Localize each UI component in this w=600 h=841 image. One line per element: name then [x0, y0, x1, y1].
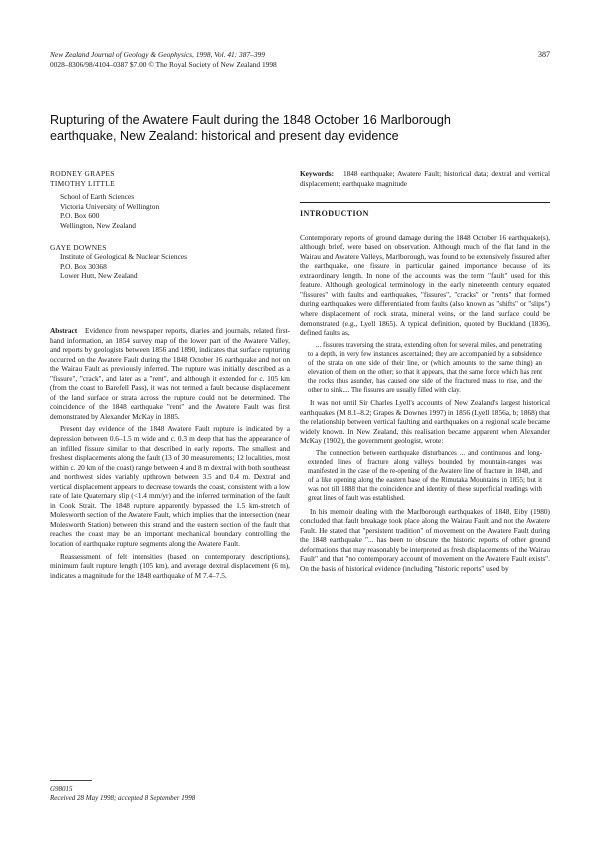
- body-paragraph: Contemporary reports of ground damage during the 1848 October 16 earthquake(s), although brief, were based on observation. Although much of the flat land in the Wairau and Awatere Valleys, Marlborough, was found to be extensively fissured after the earthquake, one fissure in particular gained importance because of its extraordinary length. In none of the accounts was the term "fault" used for this feature. Although geological terminology in the early nineteenth century equated "fissures" with faults and earthquakes, "fissures", "cracks" or "rents" that formed during earthquakes were differentiated from faults (also known as "shifts" or "slips") where displacement of rock strata, mineral veins, or the land surface could be demonstrated (e.g., Lyell 1865). A typical definition, quoted by Buckland (1836), defined faults as,: [300, 232, 550, 338]
- quote-text: The connection between earthquake disturbances ... and continuous and long-extended lines of fracture along valleys bounded by mountain-ranges was manifested in the case of the re-opening of the Awatere line of fracture in 1848, and of a like opening along the eastern base of the Rimutaka Mountains in 1855; but it was not till 1888 that the coincidence and identity of these superficial readings with great lines of fault was established.: [308, 449, 542, 503]
- affiliation-line: Wellington, New Zealand: [60, 220, 136, 230]
- affiliation-line: P.O. Box 600: [60, 211, 100, 221]
- received-dates: Received 28 May 1998; accepted 8 September 1998: [50, 794, 196, 802]
- author-block: [50, 169, 290, 281]
- abstract-paragraph: [50, 326, 290, 421]
- keywords-label: Keywords:: [300, 169, 335, 178]
- block-quote: [308, 449, 542, 504]
- abstract-text: Evidence from newspaper reports, diaries and journals, related first-hand information, an 1854 survey map of the lower part of the Awatere Valley, and reports by geologists between 1856 and 1890, indicates that surface rupturing occurred on the Awatere Fault during the 1848 October 16 earthquake and not on the Wairau Fault as previously inferred. The rupture was initially described as a "fissure", "crack", and later as a "rent", and although it extended for c. 105 km (from the coast to Barefell Pass), it was not termed a fault because displacement of the land surface or strata across the rupture could not be determined. The coincidence of the 1848 earthquake "rent" and the Awatere Fault was first demonstrated by Alexander McKay in 1885.: [50, 326, 290, 421]
- quote-text: ... fissures traversing the strata, extending often for several miles, and penetrating to a depth, in very few instances ascertained; they are accompanied by a subsidence of the strata on one side of their line, or (which amounts to the same thing) an elevation of them on the other; so that it appears, that the same force which has rent the rocks thus asunder, has caused one side of the fractured mass to rise, and the other to sink.... The fissures are usually filled with clay.: [308, 341, 542, 395]
- author-name: RODNEY GRAPES: [50, 169, 115, 178]
- abstract-label: Abstract: [50, 326, 78, 335]
- affiliation-line: Institute of Geological & Nuclear Sciences: [60, 252, 188, 262]
- abstract-paragraph: Present day evidence of the 1848 Awatere Fault rupture is indicated by a depression between 0.6–1.5 m wide and c. 0.3 m deep that has the appearance of an infilled fissure similar to that described in early reports. The smallest and freshest displacements along the fault (13 of 30 measurements; 12 localities, most within c. 20 km of the coast) range between 4 and 8 m dextral with both southeast and northwest sides variably upthrown between 3.5 and 0.4 m. Dextral and vertical displacement appears to decrease towards the coast, consistent with a low rate of late Quaternary slip (<1.4 mm/yr) and the inferred termination of the fault in Cook Strait. The 1848 rupture apparently bypassed the 1.5 km-stretch of Molesworth section of the Awatere Fault, which implies that the intersection (near Molesworth Station) between this strand and the eastern section of the fault that reaches the coast may be an important mechanical boundary controlling the location of earthquake rupture segments along the Awatere Fault.: [50, 424, 290, 549]
- footnote-divider: [50, 780, 92, 781]
- author-name: GAYE DOWNES: [50, 242, 107, 252]
- author-name: TIMOTHY LITTLE: [50, 178, 115, 188]
- abstract: [50, 326, 290, 580]
- journal-citation: New Zealand Journal of Geology & Geophysics, 1998, Vol. 41: 387–399: [50, 50, 265, 59]
- affiliation-line: Lower Hutt, New Zealand: [60, 271, 138, 281]
- section-heading: INTRODUCTION: [300, 209, 369, 219]
- running-header: [50, 50, 550, 70]
- issn-line: 0028–8306/98/4104–0387 $7.00 © The Royal Society of New Zealand 1998: [50, 60, 277, 69]
- footnote: [50, 785, 290, 803]
- block-quote: [308, 341, 542, 396]
- affiliation-line: Victoria University of Wellington: [60, 201, 160, 211]
- manuscript-number: G98015: [50, 785, 73, 793]
- keywords: [300, 169, 550, 188]
- body-paragraph: It was not until Sir Charles Lyell's accounts of New Zealand's largest historical earthquakes (M 8.1–8.2; Grapes & Downes 1997) in 1856 (Lyell 1856a, b; 1868) that the relationship between vertical faulting and earthquakes on a regional scale became widely known. In New Zealand, this realisation became apparent when Alexander McKay (1902), the government geologist, wrote:: [300, 398, 550, 446]
- affiliation-line: School of Earth Sciences: [60, 192, 135, 202]
- section-rule: [300, 202, 550, 203]
- abstract-paragraph: Reassessment of felt intensities (based on contemporary descriptions), minimum fault rupture length (105 km), and average dextral displacement (6 m), indicates a magnitude for the 1848 earthquake of M 7.4–7.5.: [50, 551, 290, 580]
- body-paragraph: In his memoir dealing with the Marlborough earthquakes of 1848, Eiby (1980) concluded that fault breakage took place along the Wairau Fault and not the Awatere Fault. He stated that "persistent tradition" of movement on the Awatere Fault during the 1848 earthquake "... has been to obscure the historic reports of other ground deformations that may reasonably be interpreted as fresh displacements of the Wairau Fault" and that "no contemporary account of movement on the Awatere Fault exists". On the basis of historical evidence (including "historic reports" used by: [300, 506, 550, 573]
- keywords-text: 1848 earthquake; Awatere Fault; historical data; dextral and vertical displacement; earthquake magnitude: [300, 169, 550, 188]
- right-column: [300, 169, 550, 573]
- page-number: 387: [538, 50, 550, 59]
- affiliation-line: P.O. Box 30368: [60, 261, 107, 271]
- article-title: Rupturing of the Awatere Fault during the 1848 October 16 Marlborough earthquake, New Zealand: historical and present day evidence: [50, 113, 451, 143]
